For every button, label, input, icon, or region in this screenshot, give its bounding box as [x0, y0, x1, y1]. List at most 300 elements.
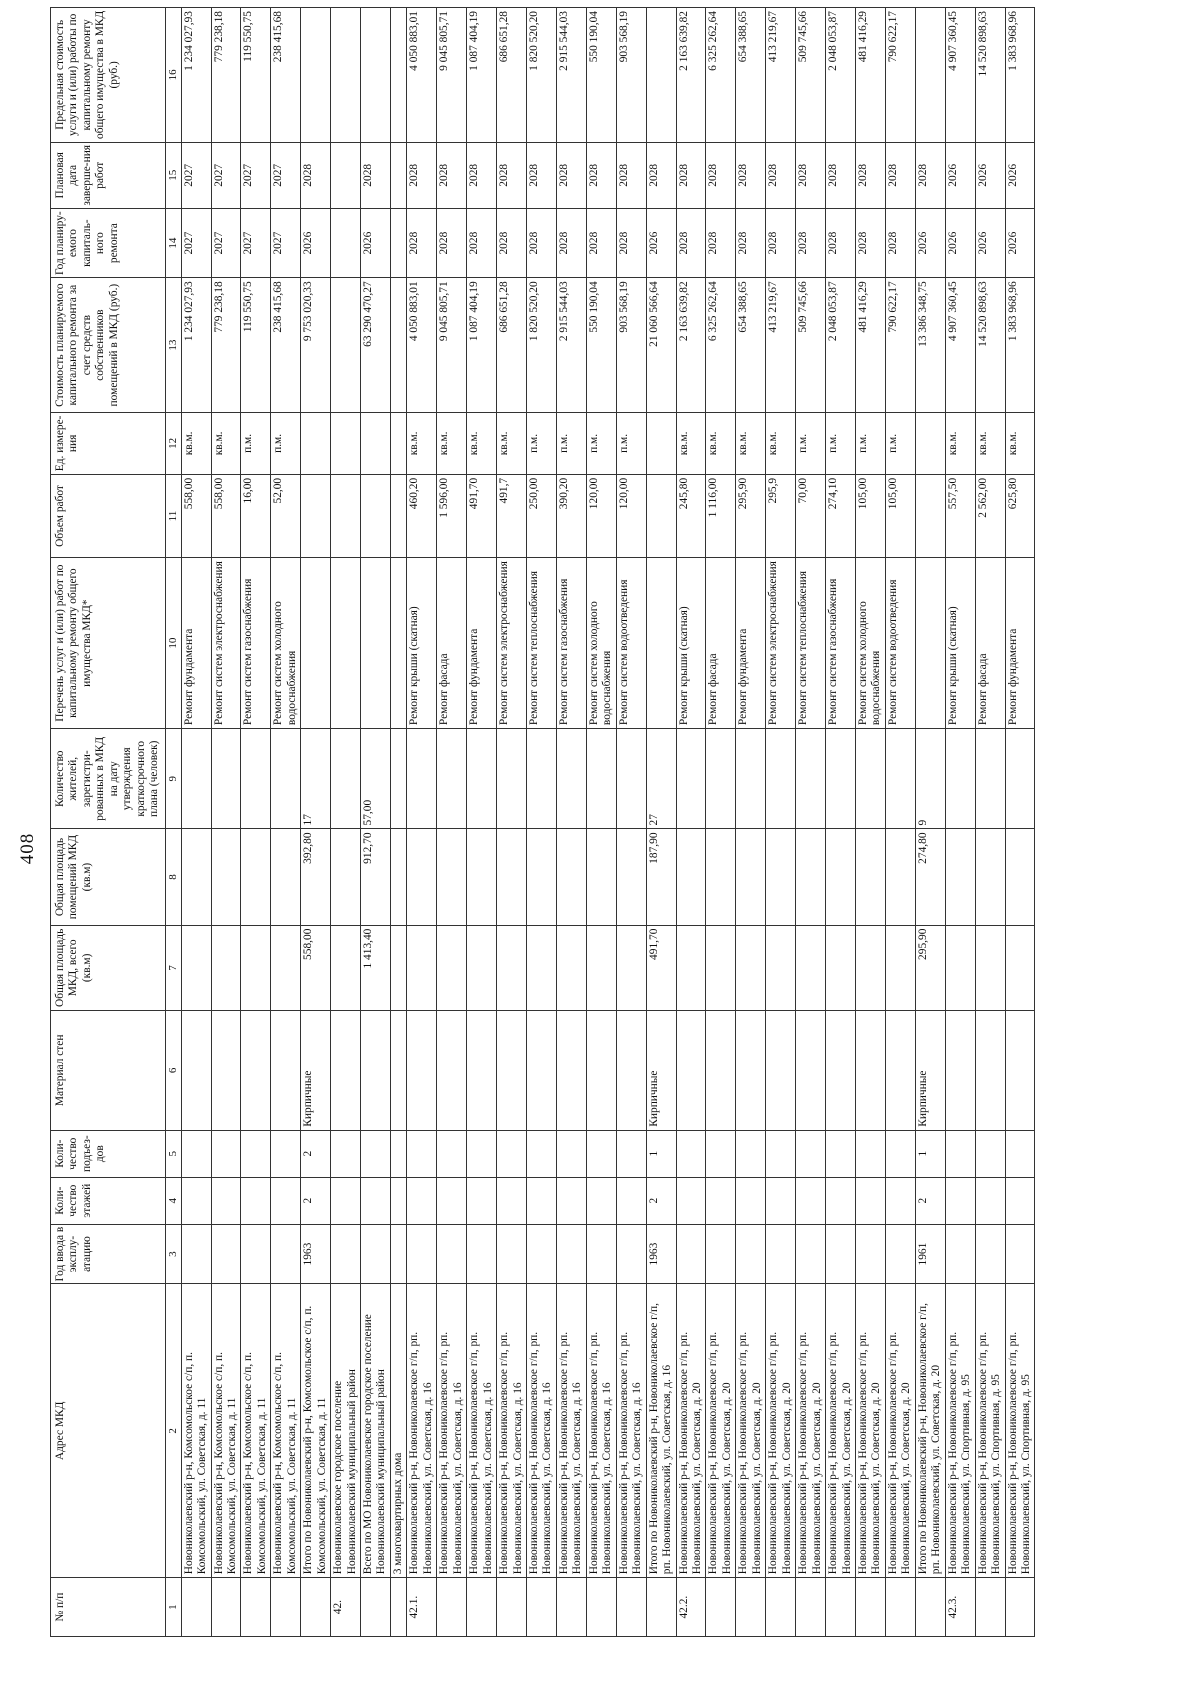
table-cell: 2028 [437, 142, 467, 208]
table-cell [527, 1011, 557, 1131]
table-cell: 6 325 262,64 [706, 8, 736, 143]
table-cell: Новониколаевский р-н, Новониколаевское г/п, рп. Новониколаевский, ул. Спортивная, д. 95 [945, 1284, 975, 1578]
table-cell: 2028 [766, 142, 796, 208]
table-cell [467, 1224, 497, 1284]
table-cell: Ремонт фасада [437, 558, 467, 729]
table-cell [556, 1224, 586, 1284]
table-cell: 295,9 [766, 474, 796, 557]
column-number-row [165, 8, 181, 1637]
table-cell [646, 412, 676, 474]
table-cell [331, 829, 361, 925]
table-cell [706, 1224, 736, 1284]
column-number: 1 [165, 1578, 181, 1637]
table-cell: п.м. [556, 412, 586, 474]
table-cell: 550 190,04 [586, 278, 616, 413]
table-row [271, 8, 301, 1637]
table-cell: Ремонт систем водоотведения [616, 558, 646, 729]
table-cell [241, 1177, 271, 1224]
table-cell: кв.м. [1005, 412, 1035, 474]
table-cell: кв.м. [706, 412, 736, 474]
table-cell [616, 729, 646, 829]
table-cell [331, 142, 361, 208]
table-cell: 2 562,00 [975, 474, 1005, 557]
table-cell [181, 829, 211, 925]
table-cell: 2 163 639,82 [676, 278, 706, 413]
table-cell: Ремонт систем холодного водоснабжения [586, 558, 616, 729]
table-row [915, 8, 945, 1637]
table-cell: 654 388,65 [736, 8, 766, 143]
table-cell: п.м. [826, 412, 856, 474]
table-cell [437, 1224, 467, 1284]
table-cell: 2027 [181, 208, 211, 277]
table-cell: 2028 [407, 142, 437, 208]
table-cell: Ремонт систем газоснабжения [556, 558, 586, 729]
table-cell: 105,00 [855, 474, 885, 557]
table-cell: 2027 [271, 142, 301, 208]
table-cell [361, 1011, 391, 1131]
table-cell: п.м. [796, 412, 826, 474]
table-cell: кв.м. [945, 412, 975, 474]
table-cell [211, 1130, 241, 1177]
table-cell: 238 415,68 [271, 8, 301, 143]
table-cell [407, 1224, 437, 1284]
column-number: 13 [165, 278, 181, 413]
table-cell: 2028 [855, 208, 885, 277]
table-cell: 557,50 [945, 474, 975, 557]
column-header: Ед. измере-ния [51, 412, 166, 474]
table-cell [407, 925, 437, 1010]
table-cell: 42. [331, 1578, 361, 1637]
table-cell: кв.м. [676, 412, 706, 474]
table-cell [527, 925, 557, 1010]
table-cell: 912,70 [361, 829, 391, 925]
table-cell [706, 1130, 736, 1177]
table-cell: 2026 [301, 208, 331, 277]
table-cell [527, 729, 557, 829]
table-cell: 481 416,29 [855, 8, 885, 143]
table-cell: Новониколаевский р-н, Новониколаевское г/п, рп. Новониколаевский, ул. Советская, д. 16 [497, 1284, 527, 1578]
table-cell [497, 1224, 527, 1284]
table-cell [736, 829, 766, 925]
table-cell [181, 729, 211, 829]
table-cell: 119 550,75 [241, 278, 271, 413]
table-cell: Ремонт систем газоснабжения [241, 558, 271, 729]
table-cell: Ремонт крыши (скатная) [407, 558, 437, 729]
table-cell [181, 1130, 211, 1177]
table-cell [975, 1224, 1005, 1284]
table-cell: Новониколаевский р-н, Новониколаевское г/п, рп. Новониколаевский, ул. Советская, д. 20 [766, 1284, 796, 1578]
table-cell [467, 1578, 497, 1637]
table-cell: 1963 [301, 1224, 331, 1284]
table-cell: 2028 [616, 208, 646, 277]
table-cell: 2028 [706, 142, 736, 208]
table-cell: 2 163 639,82 [676, 8, 706, 143]
table-cell [556, 829, 586, 925]
table-cell [361, 558, 391, 729]
table-cell: 491,70 [646, 925, 676, 1010]
page-number: 408 [17, 832, 38, 865]
table-cell [855, 1177, 885, 1224]
table-cell: 13 386 348,75 [915, 278, 945, 413]
table-cell [766, 1177, 796, 1224]
table-cell: п.м. [527, 412, 557, 474]
table-cell: 2028 [826, 208, 856, 277]
column-header: Плановая дата заверше-ния работ [51, 142, 166, 208]
table-cell [766, 729, 796, 829]
table-cell [945, 1011, 975, 1131]
table-cell: 2026 [915, 208, 945, 277]
table-cell [586, 1177, 616, 1224]
table-cell: Ремонт систем водоотведения [885, 558, 915, 729]
table-cell: 42.1. [407, 1578, 437, 1637]
column-number: 10 [165, 558, 181, 729]
table-cell: 3 многоквартирных дома [390, 1284, 406, 1578]
table-cell: Новониколаевский р-н, Комсомольское с/п, п. Комсомольский, ул. Советская, д. 11 [271, 1284, 301, 1578]
table-cell [271, 1177, 301, 1224]
table-cell: кв.м. [467, 412, 497, 474]
table-cell: Новониколаевский р-н, Комсомольское с/п, п. Комсомольский, ул. Советская, д. 11 [211, 1284, 241, 1578]
table-cell [301, 474, 331, 557]
table-row [407, 8, 437, 1637]
table-cell [766, 1578, 796, 1637]
table-cell [390, 142, 406, 208]
table-cell [616, 1177, 646, 1224]
table-cell [1005, 1130, 1035, 1177]
table-cell [407, 1130, 437, 1177]
table-row [586, 8, 616, 1637]
table-row [331, 8, 361, 1637]
table-cell [497, 925, 527, 1010]
table-cell [497, 729, 527, 829]
table-cell: 274,10 [826, 474, 856, 557]
table-cell: 413 219,67 [766, 278, 796, 413]
table-cell [975, 829, 1005, 925]
table-cell: 2026 [945, 208, 975, 277]
table-cell: 558,00 [181, 474, 211, 557]
table-cell [361, 1130, 391, 1177]
table-cell [437, 925, 467, 1010]
table-cell [181, 1011, 211, 1131]
table-cell: 790 622,17 [885, 8, 915, 143]
table-row [211, 8, 241, 1637]
table-cell: Всего по МО Новониколаевское городское поселение Новониколаевский муниципальный район [361, 1284, 391, 1578]
table-cell: 2027 [271, 208, 301, 277]
table-cell [271, 829, 301, 925]
table-cell: п.м. [586, 412, 616, 474]
table-cell [331, 1011, 361, 1131]
table-cell: Ремонт систем электроснабжения [497, 558, 527, 729]
table-row [676, 8, 706, 1637]
table-cell [241, 1011, 271, 1131]
table-row [467, 8, 497, 1637]
column-number: 6 [165, 1011, 181, 1131]
table-cell [1005, 829, 1035, 925]
table-cell: 2028 [437, 208, 467, 277]
table-cell [390, 829, 406, 925]
table-cell: Новониколаевский р-н, Новониколаевское г/п, рп. Новониколаевский, ул. Советская, д. 16 [616, 1284, 646, 1578]
table-cell [390, 729, 406, 829]
table-cell [706, 829, 736, 925]
table-cell: 509 745,66 [796, 278, 826, 413]
table-row [945, 8, 975, 1637]
table-cell [390, 1011, 406, 1131]
table-cell [361, 474, 391, 557]
table-cell: 2028 [915, 142, 945, 208]
table-cell [390, 558, 406, 729]
table-cell: п.м. [271, 412, 301, 474]
table-cell [826, 729, 856, 829]
column-header: Материал стен [51, 1011, 166, 1131]
table-cell [796, 729, 826, 829]
table-cell: 2028 [467, 142, 497, 208]
table-row [826, 8, 856, 1637]
table-cell: 14 520 898,63 [975, 278, 1005, 413]
table-cell: 119 550,75 [241, 8, 271, 143]
table-cell [361, 1578, 391, 1637]
table-cell: кв.м. [736, 412, 766, 474]
table-cell [915, 8, 945, 143]
table-cell: Новониколаевский р-н, Комсомольское с/п, п. Комсомольский, ул. Советская, д. 11 [241, 1284, 271, 1578]
table-cell [527, 1224, 557, 1284]
table-cell: 413 219,67 [766, 8, 796, 143]
table-cell: Новониколаевский р-н, Новониколаевское г/п, рп. Новониколаевский, ул. Советская, д. 16 [586, 1284, 616, 1578]
table-cell [241, 925, 271, 1010]
column-header: Стоимость планируемого капитального ремонта за счет средств собственников помещений в МКД (руб.) [51, 278, 166, 413]
table-cell [211, 1177, 241, 1224]
table-cell [181, 1578, 211, 1637]
table-cell: 2028 [586, 208, 616, 277]
table-cell: 1 234 027,93 [181, 8, 211, 143]
table-cell: 2028 [361, 142, 391, 208]
table-cell [181, 925, 211, 1010]
table-cell: Ремонт систем теплоснабжения [527, 558, 557, 729]
table-cell: кв.м. [766, 412, 796, 474]
table-cell: 392,80 [301, 829, 331, 925]
table-cell: Новониколаевский р-н, Новониколаевское г/п, рп. Новониколаевский, ул. Советская, д. 16 [467, 1284, 497, 1578]
table-cell [855, 925, 885, 1010]
table-cell [586, 1130, 616, 1177]
table-cell [586, 1011, 616, 1131]
table-cell [826, 1011, 856, 1131]
table-cell [467, 1011, 497, 1131]
table-row [855, 8, 885, 1637]
table-cell: Новониколаевское городское поселение Новониколаевский муниципальный район [331, 1284, 361, 1578]
table-cell [796, 1177, 826, 1224]
table-cell: 2 048 053,87 [826, 278, 856, 413]
table-cell: 21 060 566,64 [646, 278, 676, 413]
table-cell [497, 1011, 527, 1131]
table-cell [331, 8, 361, 143]
table-cell: 1 383 968,96 [1005, 278, 1035, 413]
table-cell: 70,00 [796, 474, 826, 557]
table-cell [676, 1224, 706, 1284]
table-cell: 4 050 883,01 [407, 8, 437, 143]
table-cell [676, 925, 706, 1010]
table-cell: 9 753 020,33 [301, 278, 331, 413]
table-cell [796, 1578, 826, 1637]
table-cell: 625,80 [1005, 474, 1035, 557]
table-cell [181, 1177, 211, 1224]
table-cell: 779 238,18 [211, 8, 241, 143]
column-number: 7 [165, 925, 181, 1010]
column-number: 12 [165, 412, 181, 474]
table-row [241, 8, 271, 1637]
table-cell: Новониколаевский р-н, Новониколаевское г/п, рп. Новониколаевский, ул. Советская, д. 16 [437, 1284, 467, 1578]
table-cell [331, 208, 361, 277]
table-cell: Ремонт систем теплоснабжения [796, 558, 826, 729]
table-cell: 274,80 [915, 829, 945, 925]
table-cell [467, 1130, 497, 1177]
column-header: Коли-чество этажей [51, 1177, 166, 1224]
table-cell [1005, 1011, 1035, 1131]
table-cell: 245,80 [676, 474, 706, 557]
table-cell [796, 829, 826, 925]
table-cell: кв.м. [181, 412, 211, 474]
table-cell: Новониколаевский р-н, Новониколаевское г/п, рп. Новониколаевский, ул. Спортивная, д. 95 [1005, 1284, 1035, 1578]
column-header: Адрес МКД [51, 1284, 166, 1578]
table-cell: 1 087 404,19 [467, 278, 497, 413]
column-header: Объем работ [51, 474, 166, 557]
column-header: Год ввода в эксплу-атацию [51, 1224, 166, 1284]
table-cell [736, 729, 766, 829]
table-cell: 558,00 [211, 474, 241, 557]
table-cell [945, 1130, 975, 1177]
table-cell: 2028 [646, 142, 676, 208]
table-cell: Ремонт фундамента [736, 558, 766, 729]
table-cell [796, 925, 826, 1010]
table-cell: п.м. [885, 412, 915, 474]
table-cell [390, 1130, 406, 1177]
table-cell: 1 234 027,93 [181, 278, 211, 413]
table-cell: 6 325 262,64 [706, 278, 736, 413]
table-cell [676, 1011, 706, 1131]
table-cell [331, 1224, 361, 1284]
table-cell: Ремонт систем холодного водоснабжения [271, 558, 301, 729]
table-cell [945, 729, 975, 829]
table-cell [271, 1011, 301, 1131]
table-cell: Ремонт систем электроснабжения [211, 558, 241, 729]
repair-plan-table [50, 7, 1035, 1637]
table-row [301, 8, 331, 1637]
table-cell [497, 1130, 527, 1177]
table-cell [556, 1578, 586, 1637]
table-cell [1005, 1224, 1035, 1284]
table-body [181, 8, 1035, 1637]
table-cell: 2028 [407, 208, 437, 277]
table-cell [271, 1578, 301, 1637]
repair-plan-table-wrapper [50, 7, 1035, 1637]
table-cell: 14 520 898,63 [975, 8, 1005, 143]
table-cell [181, 1224, 211, 1284]
table-cell [271, 1130, 301, 1177]
table-cell [736, 1177, 766, 1224]
table-cell: 2028 [527, 142, 557, 208]
column-number: 3 [165, 1224, 181, 1284]
table-cell: п.м. [241, 412, 271, 474]
table-cell [437, 1578, 467, 1637]
column-number: 4 [165, 1177, 181, 1224]
table-cell [211, 1011, 241, 1131]
table-cell: 63 290 470,27 [361, 278, 391, 413]
table-cell: 2028 [885, 142, 915, 208]
table-cell: Новониколаевский р-н, Новониколаевское г/п, рп. Новониколаевский, ул. Советская, д. 16 [407, 1284, 437, 1578]
table-cell [407, 729, 437, 829]
table-cell [211, 1224, 241, 1284]
table-row [646, 8, 676, 1637]
table-cell [271, 1224, 301, 1284]
table-row [181, 8, 211, 1637]
table-cell [975, 1011, 1005, 1131]
table-cell [646, 558, 676, 729]
table-cell: 2028 [736, 208, 766, 277]
table-row [975, 8, 1005, 1637]
table-cell: п.м. [855, 412, 885, 474]
table-cell [915, 558, 945, 729]
table-cell: 1 820 520,20 [527, 278, 557, 413]
table-cell: 481 416,29 [855, 278, 885, 413]
table-cell: 1 820 520,20 [527, 8, 557, 143]
table-cell [616, 1011, 646, 1131]
table-cell: 903 568,19 [616, 278, 646, 413]
column-number: 9 [165, 729, 181, 829]
table-cell [975, 925, 1005, 1010]
table-cell: Новониколаевский р-н, Новониколаевское г/п, рп. Новониколаевский, ул. Советская, д. 16 [556, 1284, 586, 1578]
table-cell [586, 829, 616, 925]
column-number: 2 [165, 1284, 181, 1578]
table-cell [407, 1177, 437, 1224]
table-cell [361, 1177, 391, 1224]
table-cell [885, 1177, 915, 1224]
table-cell: 654 388,65 [736, 278, 766, 413]
table-cell: Новониколаевский р-н, Новониколаевское г/п, рп. Новониколаевский, ул. Советская, д. 20 [855, 1284, 885, 1578]
table-cell: Ремонт систем холодного водоснабжения [855, 558, 885, 729]
table-cell: 16,00 [241, 474, 271, 557]
table-cell [706, 729, 736, 829]
table-cell [826, 1578, 856, 1637]
table-row [885, 8, 915, 1637]
table-cell: 105,00 [885, 474, 915, 557]
table-cell [945, 925, 975, 1010]
table-cell [390, 1578, 406, 1637]
table-cell: 2028 [706, 208, 736, 277]
table-cell [331, 729, 361, 829]
table-row [1005, 8, 1035, 1637]
column-number: 8 [165, 829, 181, 925]
table-cell: Новониколаевский р-н, Новониколаевское г/п, рп. Новониколаевский, ул. Советская, д. 20 [885, 1284, 915, 1578]
table-cell: 2027 [211, 208, 241, 277]
table-cell: 2028 [556, 208, 586, 277]
table-cell: Новониколаевский р-н, Комсомольское с/п, п. Комсомольский, ул. Советская, д. 11 [181, 1284, 211, 1578]
table-cell: Ремонт систем электроснабжения [766, 558, 796, 729]
table-cell [855, 1130, 885, 1177]
table-cell [301, 412, 331, 474]
table-cell: 686 651,28 [497, 278, 527, 413]
column-header: Перечень услуг и (или) работ по капитальному ремонту общего имущества МКД* [51, 558, 166, 729]
table-row [497, 8, 527, 1637]
table-cell: 390,20 [556, 474, 586, 557]
table-cell [586, 925, 616, 1010]
table-cell [796, 1011, 826, 1131]
table-cell [241, 829, 271, 925]
table-cell: 295,90 [736, 474, 766, 557]
table-cell [361, 8, 391, 143]
table-cell [855, 729, 885, 829]
table-header-row [51, 8, 166, 1637]
table-cell: 2028 [826, 142, 856, 208]
table-cell: кв.м. [975, 412, 1005, 474]
table-cell [467, 925, 497, 1010]
table-cell [390, 8, 406, 143]
